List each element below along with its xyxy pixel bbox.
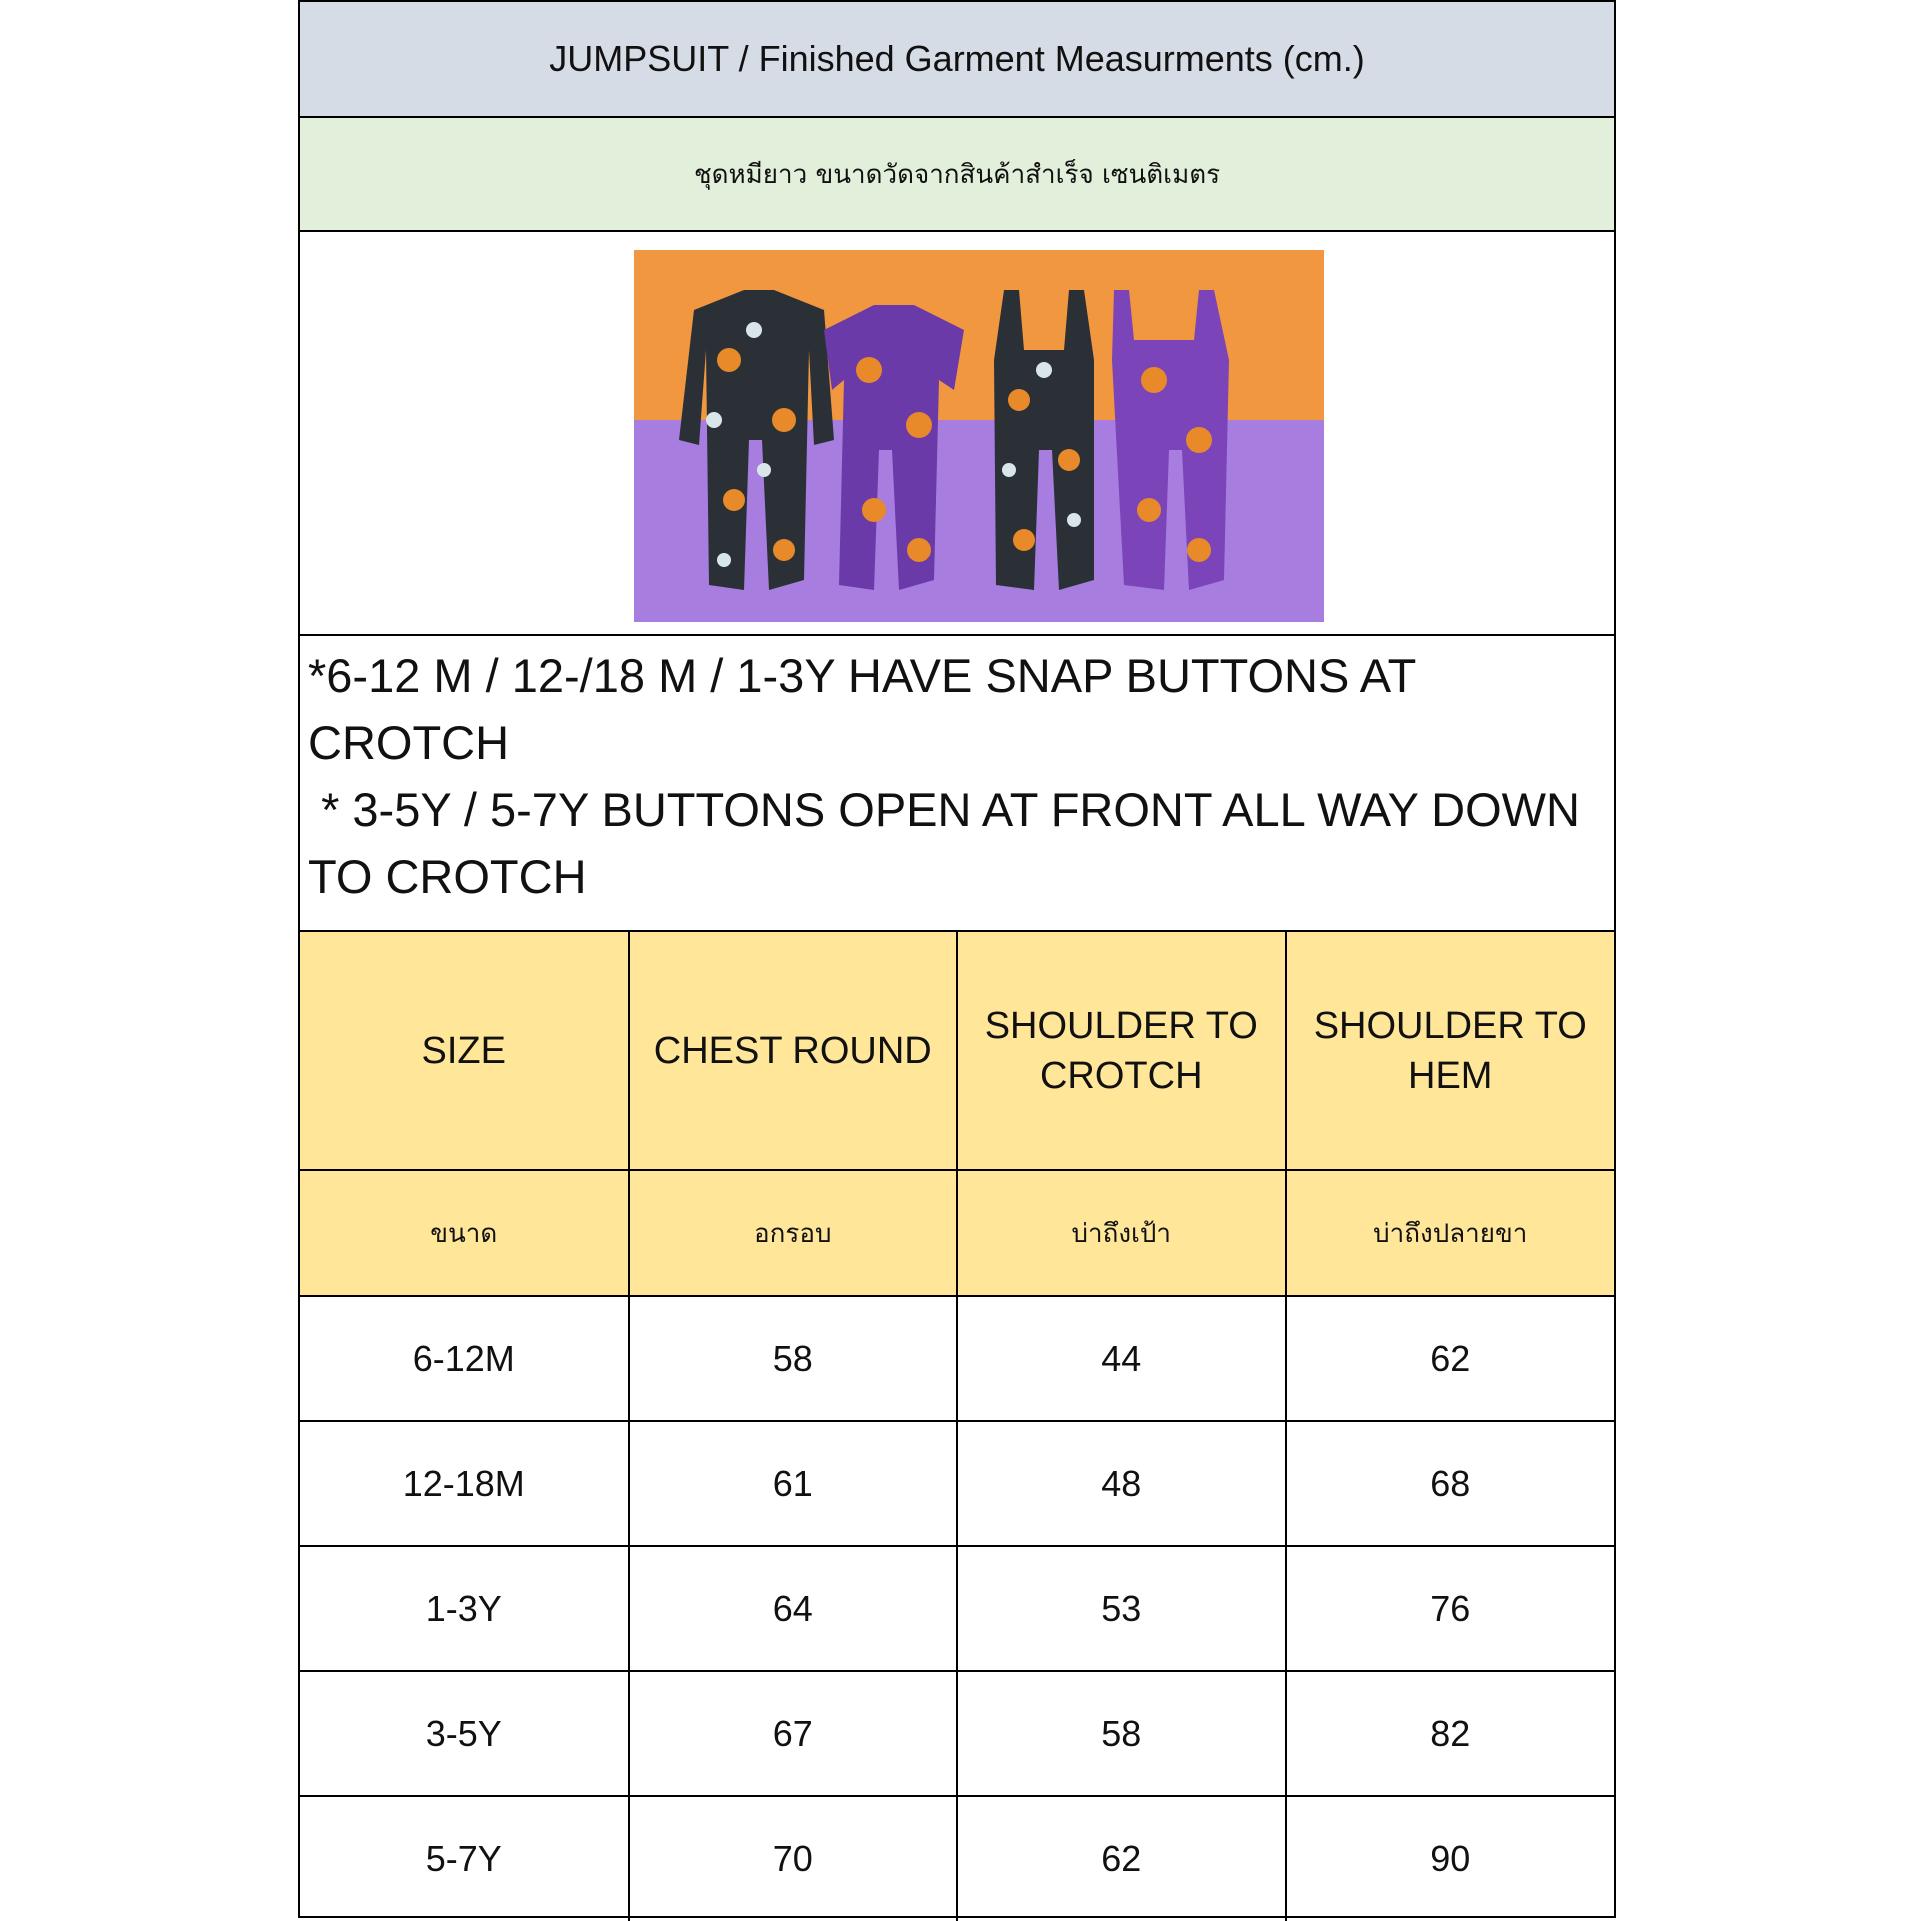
note-snap-buttons: *6-12 M / 12-/18 M / 1-3Y HAVE SNAP BUTTONS AT CROTCH [308, 649, 1429, 769]
cell-chest: 58 [629, 1296, 958, 1421]
header-row-thai [300, 1170, 1614, 1296]
table-row [300, 1421, 1614, 1546]
header-chest-round-thai: อกรอบ [629, 1170, 958, 1296]
chart-subtitle-thai: ชุดหมียาว ขนาดวัดจากสินค้าสำเร็จ เซนติเมตร [300, 118, 1614, 232]
header-size: SIZE [300, 932, 629, 1170]
notes-block [300, 636, 1614, 932]
cell-size: 3-5Y [300, 1671, 629, 1796]
header-size-thai: ขนาด [300, 1170, 629, 1296]
cell-shoulder-hem: 62 [1286, 1296, 1615, 1421]
cell-size: 5-7Y [300, 1796, 629, 1921]
cell-shoulder-crotch: 44 [957, 1296, 1286, 1421]
cell-shoulder-crotch: 48 [957, 1421, 1286, 1546]
header-shoulder-to-crotch-thai: บ่าถึงเป้า [957, 1170, 1286, 1296]
header-shoulder-to-crotch: SHOULDER TO CROTCH [957, 932, 1286, 1170]
product-photo [634, 250, 1324, 622]
cell-chest: 64 [629, 1546, 958, 1671]
table-row [300, 1796, 1614, 1921]
cell-shoulder-hem: 90 [1286, 1796, 1615, 1921]
table-row [300, 1546, 1614, 1671]
cell-shoulder-crotch: 62 [957, 1796, 1286, 1921]
cell-chest: 61 [629, 1421, 958, 1546]
header-shoulder-to-hem: SHOULDER TO HEM [1286, 932, 1615, 1170]
note-front-buttons: * 3-5Y / 5-7Y BUTTONS OPEN AT FRONT ALL WAY DOWN TO CROTCH [308, 783, 1593, 903]
cell-shoulder-crotch: 53 [957, 1546, 1286, 1671]
cell-size: 1-3Y [300, 1546, 629, 1671]
cell-shoulder-crotch: 58 [957, 1671, 1286, 1796]
chart-title: JUMPSUIT / Finished Garment Measurments (cm.) [300, 2, 1614, 118]
jumpsuits-illustration [634, 250, 1324, 622]
table-row [300, 1671, 1614, 1796]
cell-shoulder-hem: 82 [1286, 1671, 1615, 1796]
cell-chest: 67 [629, 1671, 958, 1796]
cell-shoulder-hem: 68 [1286, 1421, 1615, 1546]
header-chest-round: CHEST ROUND [629, 932, 958, 1170]
cell-chest: 70 [629, 1796, 958, 1921]
photo-row [300, 232, 1614, 636]
cell-size: 6-12M [300, 1296, 629, 1421]
table-row [300, 1296, 1614, 1421]
header-shoulder-to-hem-thai: บ่าถึงปลายขา [1286, 1170, 1615, 1296]
header-row-english [300, 932, 1614, 1170]
cell-size: 12-18M [300, 1421, 629, 1546]
size-chart-sheet [298, 0, 1616, 1918]
cell-shoulder-hem: 76 [1286, 1546, 1615, 1671]
measurement-table [300, 932, 1614, 1921]
